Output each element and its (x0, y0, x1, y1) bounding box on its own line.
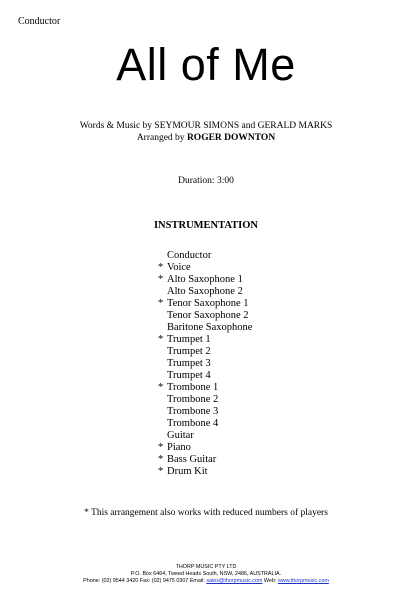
instrument-item (158, 310, 252, 322)
arranger-name: ROGER DOWNTON (186, 133, 276, 143)
instrument-item (158, 382, 252, 394)
arrangement-note: * This arrangement also works with reduced numbers of players (84, 508, 328, 518)
asterisk-mark (158, 322, 167, 334)
words-music-credit: Words & Music by SEYMOUR SIMONS and GERALD MARKS (79, 121, 333, 131)
asterisk-mark: * (158, 334, 164, 345)
asterisk-mark (158, 310, 167, 322)
instrument-name: Trumpet 2 (167, 346, 211, 357)
website-link[interactable]: www.thorpmusic.com (277, 578, 329, 584)
asterisk-mark (158, 250, 167, 262)
asterisk-mark (158, 370, 167, 382)
instrumentation-heading: INSTRUMENTATION (153, 220, 259, 231)
asterisk-mark: * (158, 442, 164, 453)
asterisk-mark (158, 418, 167, 430)
instrument-item (158, 394, 252, 406)
asterisk-mark: * (158, 298, 164, 309)
asterisk-mark: * (158, 466, 164, 477)
duration-text: Duration: 3:00 (178, 176, 234, 186)
credits-block (0, 120, 412, 144)
instrument-item (158, 250, 252, 262)
instrument-item (158, 406, 252, 418)
instrument-name: Trombone 2 (167, 394, 219, 405)
page-title: All of Me (116, 39, 296, 90)
instrument-name: Tenor Saxophone 1 (167, 298, 249, 309)
asterisk-mark (158, 358, 167, 370)
web-prefix: Web: (262, 578, 278, 584)
asterisk-mark (158, 286, 167, 298)
instrument-name: Alto Saxophone 1 (167, 274, 243, 285)
publisher-address: P.O. Box 6464, Tweed Heads South, NSW, 2486, AUSTRALIA. (130, 571, 282, 577)
arranged-prefix: Arranged by (136, 133, 187, 143)
instrument-item (158, 442, 252, 454)
asterisk-mark: * (158, 274, 164, 285)
instrument-item (158, 430, 252, 442)
instrument-item (158, 298, 252, 310)
instrument-item (158, 274, 252, 286)
instrument-name: Trumpet 3 (167, 358, 211, 369)
publisher-footer (0, 564, 412, 585)
instrument-name: Trumpet 1 (167, 334, 211, 345)
contact-prefix: Phone: (02) 9544 3420 Fax: (02) 9475 0307 Email: (83, 578, 207, 584)
asterisk-mark (158, 406, 167, 418)
instrument-name: Drum Kit (167, 466, 208, 477)
instrument-item (158, 418, 252, 430)
instrument-name: Trombone 3 (167, 406, 219, 417)
instrument-name: Trombone 4 (167, 418, 219, 429)
instrument-name: Conductor (167, 250, 212, 261)
instrument-item (158, 358, 252, 370)
instrument-item (158, 334, 252, 346)
asterisk-mark: * (158, 382, 164, 393)
part-name: Conductor (18, 16, 61, 27)
instrument-name: Trumpet 4 (167, 370, 211, 381)
instrument-name: Trombone 1 (167, 382, 219, 393)
publisher-name: THORP MUSIC PTY LTD (175, 564, 237, 570)
arranger-credit (0, 132, 412, 144)
instrument-name: Voice (167, 262, 191, 273)
instrument-name: Piano (167, 442, 191, 453)
publisher-contact (0, 578, 412, 585)
asterisk-mark (158, 346, 167, 358)
instrument-name: Tenor Saxophone 2 (167, 310, 249, 321)
instrument-item (158, 346, 252, 358)
instrument-item (158, 466, 252, 478)
asterisk-mark: * (158, 262, 164, 273)
instrumentation-list (158, 250, 252, 478)
instrument-item (158, 322, 252, 334)
email-link[interactable]: sales@thorpmusic.com (206, 578, 263, 584)
instrument-item (158, 262, 252, 274)
instrument-name: Bass Guitar (167, 454, 217, 465)
instrument-name: Guitar (167, 430, 194, 441)
instrument-name: Alto Saxophone 2 (167, 286, 243, 297)
asterisk-mark (158, 394, 167, 406)
instrument-item (158, 370, 252, 382)
asterisk-mark (158, 430, 167, 442)
instrument-item (158, 454, 252, 466)
asterisk-mark: * (158, 454, 164, 465)
instrument-item (158, 286, 252, 298)
instrument-name: Baritone Saxophone (167, 322, 253, 333)
